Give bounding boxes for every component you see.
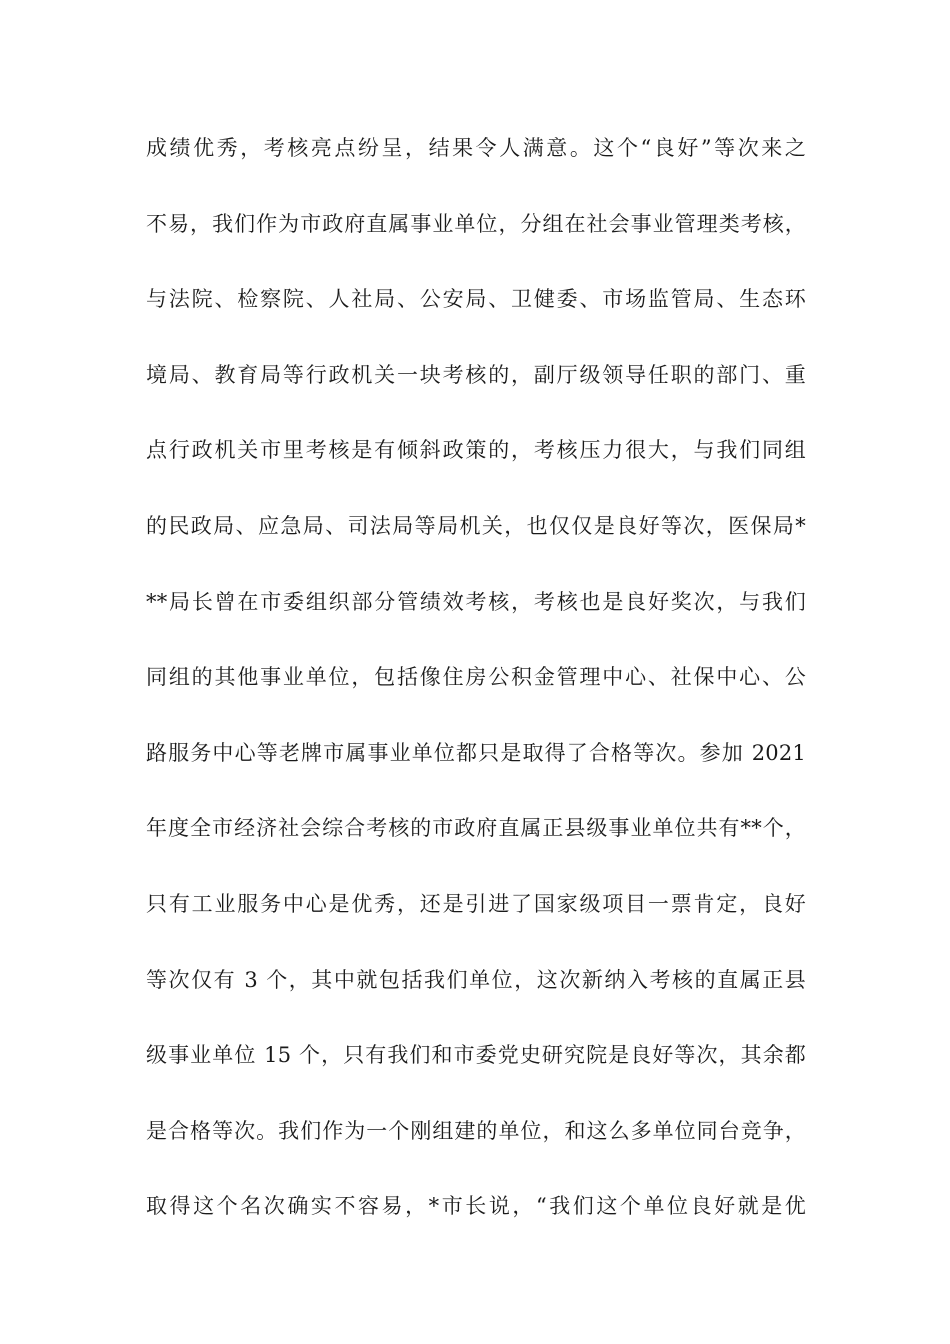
text-line: 是合格等次。我们作为一个刚组建的单位，和这么多单位同台竞争，: [146, 1118, 806, 1143]
text-line: 路服务中心等老牌市属事业单位都只是取得了合格等次。参加 2021: [146, 740, 806, 765]
text-line: 成绩优秀，考核亮点纷呈，结果令人满意。这个“良好”等次来之: [146, 136, 806, 160]
text-line: 不易，我们作为市政府直属事业单位，分组在社会事业管理类考核，: [146, 211, 806, 236]
text-line: 的民政局、应急局、司法局等局机关，也仅仅是良好等次，医保局*: [146, 513, 806, 538]
text-line: 同组的其他事业单位，包括像住房公积金管理中心、社保中心、公: [146, 665, 806, 690]
body-text: [146, 128, 806, 1262]
text-line: 只有工业服务中心是优秀，还是引进了国家级项目一票肯定，良好: [146, 891, 806, 916]
text-line: 级事业单位 15 个，只有我们和市委党史研究院是良好等次，其余都: [146, 1043, 806, 1068]
text-line: 境局、教育局等行政机关一块考核的，副厅级领导任职的部门、重: [146, 362, 806, 387]
text-line: 年度全市经济社会综合考核的市政府直属正县级事业单位共有**个，: [146, 816, 806, 841]
text-line: 等次仅有 3 个，其中就包括我们单位，这次新纳入考核的直属正县: [146, 967, 806, 992]
text-line: 点行政机关市里考核是有倾斜政策的，考核压力很大，与我们同组: [146, 438, 806, 463]
text-line: 与法院、检察院、人社局、公安局、卫健委、市场监管局、生态环: [146, 287, 806, 312]
text-line: **局长曾在市委组织部分管绩效考核，考核也是良好奖次，与我们: [146, 589, 806, 614]
text-line: 取得这个名次确实不容易，*市长说，“我们这个单位良好就是优: [146, 1194, 806, 1219]
